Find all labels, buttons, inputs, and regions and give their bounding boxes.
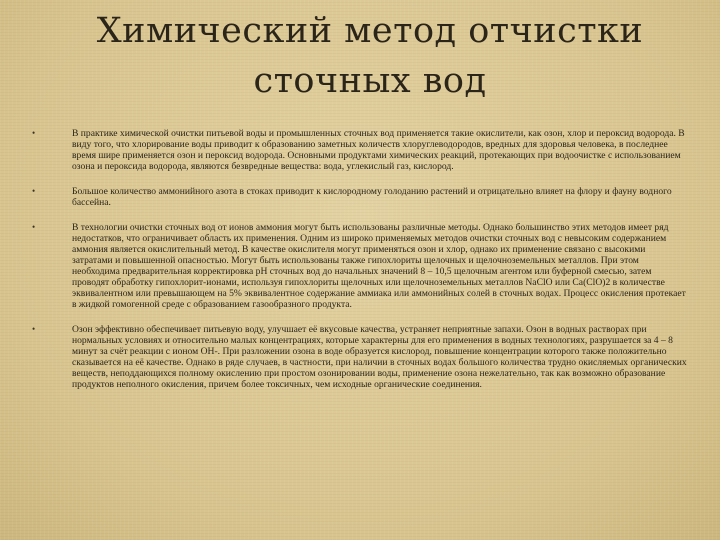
bullet-text: В практике химической очистки питьевой воды и промышленных сточных вод применяется такие окислители, как озон, хлор и пероксид водорода. В виду того, что хлорирование воды приводит к образованию заметных количеств хлоруглеводородов, вредных для здоровья человека, в последнее время шире применяется озон и пероксид водорода. Основными продуктами химических реакций, протекающих при водоочистке с использованием озона и пероксида водорода, являются безвредные вещества: вода, углекислый газ, кислород. xyxy=(72,128,685,172)
bullet-text: Большое количество аммонийного азота в стоках приводит к кислородному голоданию растений и отрицательно влияет на флору и фауну водного бассейна. xyxy=(72,186,672,208)
bullet-text: В технологии очистки сточных вод от ионов аммония могут быть использованы различные методы. Однако большинство этих методов имеет ряд недостатков, что ограничивает область их применения. Одним из широко применяемых методов очистки сточных вод с невысоким содержанием аммония является окислительный метод. В качестве окислителя могут применяться озон и хлор, однако их применение связано с высокими затратами и повышенной опасностью. Могут быть использованы также гипохлориты щелочных и щелочноземельных металлов. При этом необходима предварительная корректировка pH сточных вод до начальных значений 8 – 10,5 щелочным агентом или буферной смесью, затем проводят обработку гипохлорит-ионами, используя гипохлориты щелочных или щелочноземельных металлов NaClO или Ca(ClO)2 в количестве эквивалентном или превышающем на 5% эквивалентное содержание аммиака или аммонийных солей в сточных водах. Процесс окисления протекает в жидкой гомогенной среде с образованием газообразного продукта. xyxy=(72,222,686,310)
list-item xyxy=(28,222,688,310)
page-title xyxy=(60,6,680,106)
list-item xyxy=(28,186,688,208)
bullet-icon: • xyxy=(32,222,36,232)
bullet-icon: • xyxy=(32,128,36,138)
bullet-list xyxy=(28,128,688,390)
list-item xyxy=(28,324,688,390)
title-line-2: сточных вод xyxy=(253,61,487,101)
bullet-text: Озон эффективно обеспечивает питьевую воду, улучшает её вкусовые качества, устраняет неприятные запахи. Озон в водных растворах при нормальных условиях и относительно малых концентрациях, которые характерны для его применения в водных технологиях, разрушается за 4 – 8 минут за счёт реакции с ионом OH-. При разложении озона в воде образуется кислород, повышение концентрации которого также положительно сказывается на её качестве. Однако в ряде случаев, в частности, при наличии в сточных водах большого количества трудно окисляемых органических веществ, неподдающихся полному окислению при простом озонировании воды, применение озона нежелательно, так как возможно образование продуктов неполного окисления, причем более токсичных, чем исходные органические соединения. xyxy=(72,324,687,390)
bullet-icon: • xyxy=(32,186,36,196)
list-item xyxy=(28,128,688,172)
bullet-icon: • xyxy=(32,324,36,334)
title-line-1: Химический метод отчистки xyxy=(96,11,644,51)
